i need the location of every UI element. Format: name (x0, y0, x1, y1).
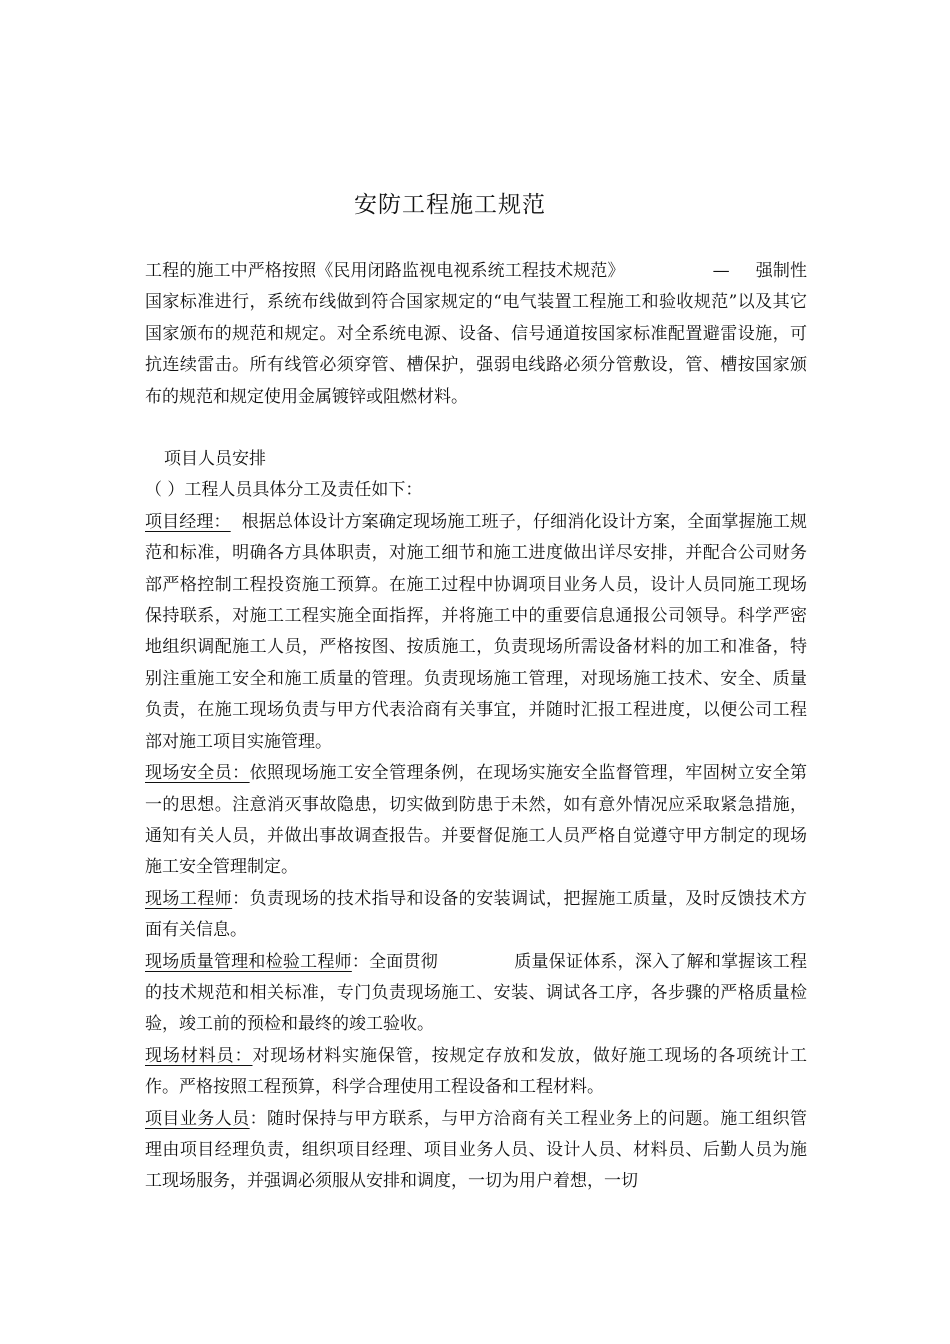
role-description-a: ：全面贯彻 (351, 951, 439, 972)
intro-dash: — (712, 261, 730, 281)
role-description: 根据总体设计方案确定现场施工班子，仔细消化设计方案，全面掌握施工规范和标准，明确各方具体职责，对施工细节和施工进度做出详尽安排，并配合公司财务部严格控制工程投资施工预算。在施工过程中协调项目业务人员，设计人员同施工现场保持联系，对施工工程实施全面指挥，并将施工中的重要信息通报公司领导。科学严密地组织调配施工人员，严格按图、按质施工，负责现场所需设备材料的加工和准备，特别注重施工安全和施工质量的管理。负责现场施工管理，对现场施工技术、安全、质量负责，在施工现场负责与甲方代表洽商有关事宜，并随时汇报工程进度，以便公司工程部对施工项目实施管理。 (145, 511, 808, 752)
subsection-heading: （ ）工程人员具体分工及责任如下： (145, 480, 423, 501)
paragraph-gap (145, 413, 807, 444)
role-label: 现场材料员： (145, 1045, 253, 1066)
role-label: 现场安全员： (145, 763, 250, 784)
role-label: 项目业务人员 (145, 1108, 250, 1129)
intro-paragraph (145, 256, 807, 413)
role-project-manager (145, 507, 807, 758)
document-title: 安防工程施工规范 (354, 192, 546, 218)
intro-text-part2: 强制性国家标准进行，系统布线做到符合国家规定的“电气装置工程施工和验收规范”以及其它国家颁布的规范和规定。对全系统电源、设备、信号通道按国家标准配置避雷设施，可抗连续雷击。所有线管必须穿管、槽保护，强弱电线路必须分管敷设，管、槽按国家颁布的规范和规定使用金属镀锌或阻燃材料。 (145, 261, 808, 407)
role-description: ：负责现场的技术指导和设备的安装调试，把握施工质量，及时反馈技术方面有关信息。 (145, 888, 808, 941)
intro-text-part1: 工程的施工中严格按照《民用闭路监视电视系统工程技术规范》 (145, 261, 625, 281)
role-quality-engineer (145, 947, 807, 1041)
role-safety-officer (145, 758, 807, 884)
role-label: 项目经理： (145, 511, 231, 532)
role-label: 现场工程师 (145, 888, 233, 909)
role-site-engineer (145, 884, 807, 947)
role-description-b: 质量保证体系，深入了解和掌握该工程的技术规范和相关标准，专门负责现场施工、安装、调试各工序，各步骤的严格质量检验，竣工前的预检和最终的竣工验收。 (145, 951, 808, 1035)
role-materials-clerk (145, 1041, 807, 1104)
document-body (145, 256, 807, 1198)
role-business-staff (145, 1104, 807, 1198)
role-description: 依照现场施工安全管理条例，在现场实施安全监督管理，牢固树立安全第一的思想。注意消灭事故隐患，切实做到防患于未然，如有意外情况应采取紧急措施，通知有关人员，并做出事故调查报告。并要督促施工人员严格自觉遵守甲方制定的现场施工安全管理制定。 (145, 763, 808, 878)
role-description: 对现场材料实施保管，按规定存放和发放，做好施工现场的各项统计工作。严格按照工程预算，科学合理使用工程设备和工程材料。 (145, 1045, 807, 1098)
role-description: ：随时保持与甲方联系，与甲方洽商有关工程业务上的问题。施工组织管理由项目经理负责，组织项目经理、项目业务人员、设计人员、材料员、后勤人员为施工现场服务，并强调必须服从安排和调度，一切为用户着想，一切 (145, 1108, 808, 1192)
role-label: 现场质量管理和检验工程师 (145, 951, 352, 972)
section-heading: 项目人员安排 (164, 449, 266, 470)
